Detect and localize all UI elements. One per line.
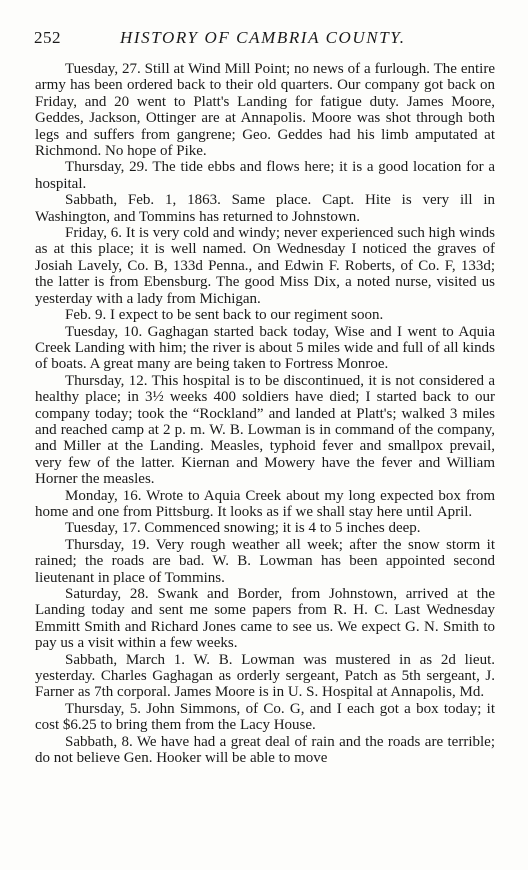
diary-entry: Sabbath, March 1. W. B. Lowman was mustered in as 2d lieut. yesterday. Charles Gaghagan as orderly sergeant, Patch as 5th sergeant, J. Farner as 7th corporal. James Moore is in U. S. Hospital at Annapolis, Md.	[35, 651, 495, 701]
diary-entry: Feb. 9. I expect to be sent back to our regiment soon.	[65, 307, 384, 324]
diary-entry: Monday, 16. Wrote to Aquia Creek about my long expected box from home and one from Pittsburg. It looks as if we shall stay here until April.	[35, 487, 495, 520]
body-text	[35, 61, 495, 766]
diary-entry: Sabbath, Feb. 1, 1863. Same place. Capt. Hite is very ill in Washington, and Tommins has returned to Johnstown.	[35, 192, 495, 225]
diary-entry: Thursday, 12. This hospital is to be discontinued, it is not considered a healthy place; in 3½ weeks 400 soldiers have died; I started back to our company today; took the “Rockland” and landed at Platt's; walked 3 miles and reached camp at 2 p. m. W. B. Lowman is in command of the company, and Miller at the Landing. Measles, typhoid fever and smallpox prevail, very few of the latter. Kiernan and Mowery have the fever and William Horner the measles.	[35, 372, 495, 488]
diary-entry: Tuesday, 27. Still at Wind Mill Point; no news of a furlough. The entire army has been ordered back to their old quarters. Our company got back on Friday, and 20 went to Platt's Landing for fatigue duty. James Moore, Geddes, Jackson, Ottinger are at Annapolis. Moore was shot through both legs and suffers from gangrene; Geo. Geddes had his limb amputated at Richmond. No hope of Pike.	[35, 61, 495, 160]
diary-entry: Saturday, 28. Swank and Border, from Johnstown, arrived at the Landing today and sent me some papers from R. H. C. Last Wednesday Emmitt Smith and Richard Jones came to see us. We expect G. N. Smith to pay us a visit within a few weeks.	[35, 586, 495, 652]
diary-entry: Tuesday, 10. Gaghagan started back today, Wise and I went to Aquia Creek Landing with him; the river is about 5 miles wide and full of all kinds of boats. A great many are being taken to Fortress Monroe.	[35, 323, 495, 373]
diary-entry: Sabbath, 8. We have had a great deal of rain and the roads are terrible; do not believe Gen. Hooker will be able to move	[35, 733, 495, 767]
diary-entry: Tuesday, 17. Commenced snowing; it is 4 to 5 inches deep.	[65, 520, 421, 537]
diary-entry: Friday, 6. It is very cold and windy; never experienced such high winds as at this place; it is well named. On Wednesday I noticed the graves of Josiah Lavely, Co. B, 133d Penna., and Edwin F. Roberts, of Co. F, 133d; the latter is from Ebensburg. The good Miss Dix, a noted nurse, visited us yesterday with a lady from Michigan.	[35, 225, 495, 307]
diary-entry: Thursday, 19. Very rough weather all week; after the snow storm it rained; the roads are bad. W. B. Lowman has been appointed second lieutenant in place of Tommins.	[35, 536, 495, 586]
page-header	[34, 28, 494, 50]
page-number: 252	[34, 28, 61, 47]
running-head-title: HISTORY OF CAMBRIA COUNTY.	[120, 28, 406, 47]
diary-entry: Thursday, 29. The tide ebbs and flows here; it is a good location for a hospital.	[35, 159, 495, 192]
diary-entry: Thursday, 5. John Simmons, of Co. G, and I each got a box today; it cost $6.25 to bring them from the Lacy House.	[35, 700, 495, 734]
